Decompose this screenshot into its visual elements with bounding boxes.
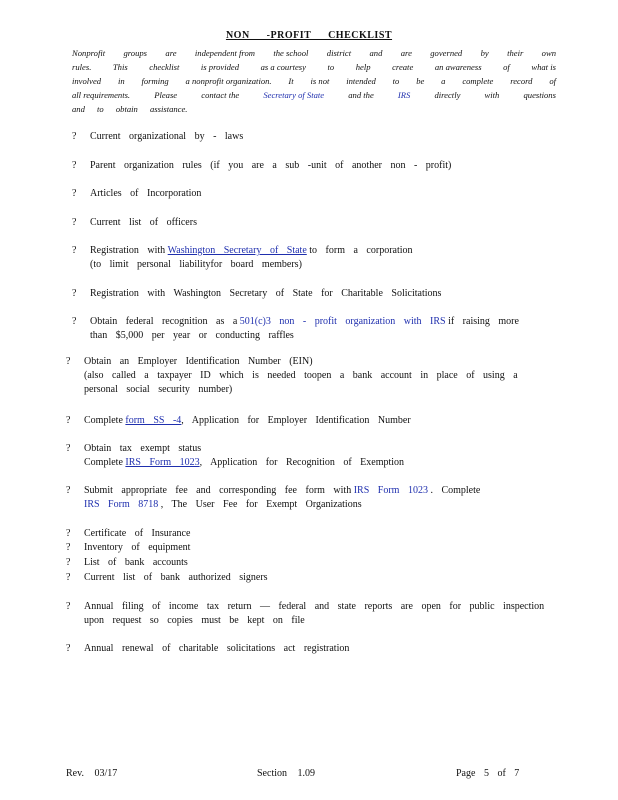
intro-word: of (503, 62, 510, 72)
footer-section: Section 1.09 (257, 768, 315, 779)
intro-word: district (326, 48, 352, 58)
intro-word: own (541, 48, 556, 58)
checkbox-glyph[interactable]: ? (72, 131, 77, 142)
intro-word: to (327, 62, 335, 72)
irs-form-8718-link[interactable]: IRS Form 8718 (84, 499, 159, 510)
checkbox-glyph[interactable]: ? (66, 415, 71, 426)
washington-secretary-of-state-link[interactable]: Washington Secretary of State (167, 245, 307, 256)
checkbox-glyph[interactable]: ? (66, 643, 71, 654)
intro-word: be (416, 76, 425, 86)
intro-word: involved (72, 76, 102, 86)
intro-word: the school (273, 48, 309, 58)
checkbox-glyph[interactable]: ? (72, 288, 77, 299)
intro-word: of (549, 76, 556, 86)
secretary-of-state-link[interactable]: Secretary of State (263, 90, 325, 100)
footer-revision: Rev. 03/17 (66, 768, 118, 779)
intro-word: Nonprofit (72, 48, 106, 58)
intro-word: This (112, 62, 128, 72)
irs-link[interactable]: IRS (397, 90, 411, 100)
intro-paragraph (72, 46, 556, 116)
intro-word: what is (531, 62, 556, 72)
intro-word: It (288, 76, 294, 86)
intro-line-4: all requirements. Please contact the Secretary of State and the IRS directly with questions (72, 90, 556, 100)
intro-line-1 (72, 46, 556, 60)
checkbox-glyph[interactable]: ? (66, 557, 71, 568)
intro-word: rules. (72, 62, 92, 72)
checkbox-glyph[interactable]: ? (72, 245, 77, 256)
irs-form-1023-link[interactable]: IRS Form 1023 (125, 457, 200, 468)
checkbox-glyph[interactable]: ? (66, 485, 71, 496)
intro-word: checklist (149, 62, 180, 72)
checkbox-glyph[interactable]: ? (66, 572, 71, 583)
checkbox-glyph[interactable]: ? (66, 542, 71, 553)
intro-word: complete (462, 76, 494, 86)
checkbox-glyph[interactable]: ? (66, 443, 71, 454)
intro-word: by (480, 48, 489, 58)
intro-word: help (355, 62, 371, 72)
intro-line-5: and to obtain assistance. (72, 104, 188, 114)
intro-word: is provided (200, 62, 240, 72)
document-page: NON -PROFIT CHECKLIST Nonprofit groups are independent from the school district and are governed by their own rules. This checklist is provided as a courtesy to help create an awareness of what is involved in forming a nonprofit organization. It is not intended to be a complete record of all requirements. Please contact the Secretary of State and the IRS directly with questions and to obtain assistance. ? Current organizational by - laws ? Parent organization rules (if you are a sub -unit of another non - profit) ? Articles of Incorporation ? Current list of officers ? Registration with Washington Secretary of State to form a corporation (to limit personal liabilityfor board members) ? Registration with Washington Secretary of State for Charitable Solicitations ? Obtain federal recognition as a 501(c)3 non - profit organization with IRS if raising more than $5,000 per year or conducting raffles ? Obtain an Employer Identification Number (EIN) (also called a taxpayer ID which is needed toopen a bank account in place of using a personal social security number) ? Complete form SS -4, Application for Employer Identification Number ? Obtain tax exempt status Complete IRS Form 1023, Application for Recognition of Exemption ? Submit appropriate fee and corresponding fee form with IRS Form 1023 . Complete IRS Form 8718 , The User Fee for Exempt Organizations ? Certificate of Insurance ? Inventory of equipment ? List of bank accounts ? Current list of bank authorized signers ? Annual filing of income tax return — federal and state reports are open for public inspection upon request so copies must be kept on file ? Annual renewal of charitable solicitations act registration Rev. 03/17 Section 1.09 Page 5 of 7 (0, 0, 618, 800)
checkbox-glyph[interactable]: ? (66, 528, 71, 539)
form-ss4-link[interactable]: form SS -4 (125, 415, 182, 426)
irs-form-1023-fee-link[interactable]: IRS Form 1023 (353, 485, 428, 496)
intro-word: their (507, 48, 524, 58)
501c3-irs-link[interactable]: 501(c)3 non - profit organization with IRS (239, 316, 446, 327)
intro-word: groups (123, 48, 148, 58)
intro-word: is not (310, 76, 330, 86)
intro-word: record (510, 76, 533, 86)
checkbox-glyph[interactable]: ? (66, 601, 71, 612)
intro-line-2 (72, 60, 556, 74)
checkbox-glyph[interactable]: ? (72, 160, 77, 171)
footer-page-number: Page 5 of 7 (456, 768, 520, 779)
checkbox-glyph[interactable]: ? (72, 217, 77, 228)
intro-word: governed (430, 48, 463, 58)
intro-word: independent from (194, 48, 255, 58)
intro-word: to (392, 76, 400, 86)
intro-word: an awareness (434, 62, 482, 72)
intro-word: a (441, 76, 446, 86)
intro-line-3 (72, 74, 556, 88)
intro-word: create (392, 62, 414, 72)
intro-word: as a courtesy (260, 62, 306, 72)
page-title: NON -PROFIT CHECKLIST (225, 30, 393, 41)
intro-word: intended (346, 76, 376, 86)
checkbox-glyph[interactable]: ? (72, 188, 77, 199)
intro-word: a nonprofit organization. (185, 76, 272, 86)
checkbox-glyph[interactable]: ? (72, 316, 77, 327)
intro-word: forming (141, 76, 169, 86)
checkbox-glyph[interactable]: ? (66, 356, 71, 367)
intro-word: are (400, 48, 412, 58)
intro-word: are (165, 48, 177, 58)
intro-word: in (117, 76, 125, 86)
intro-word: and (369, 48, 383, 58)
